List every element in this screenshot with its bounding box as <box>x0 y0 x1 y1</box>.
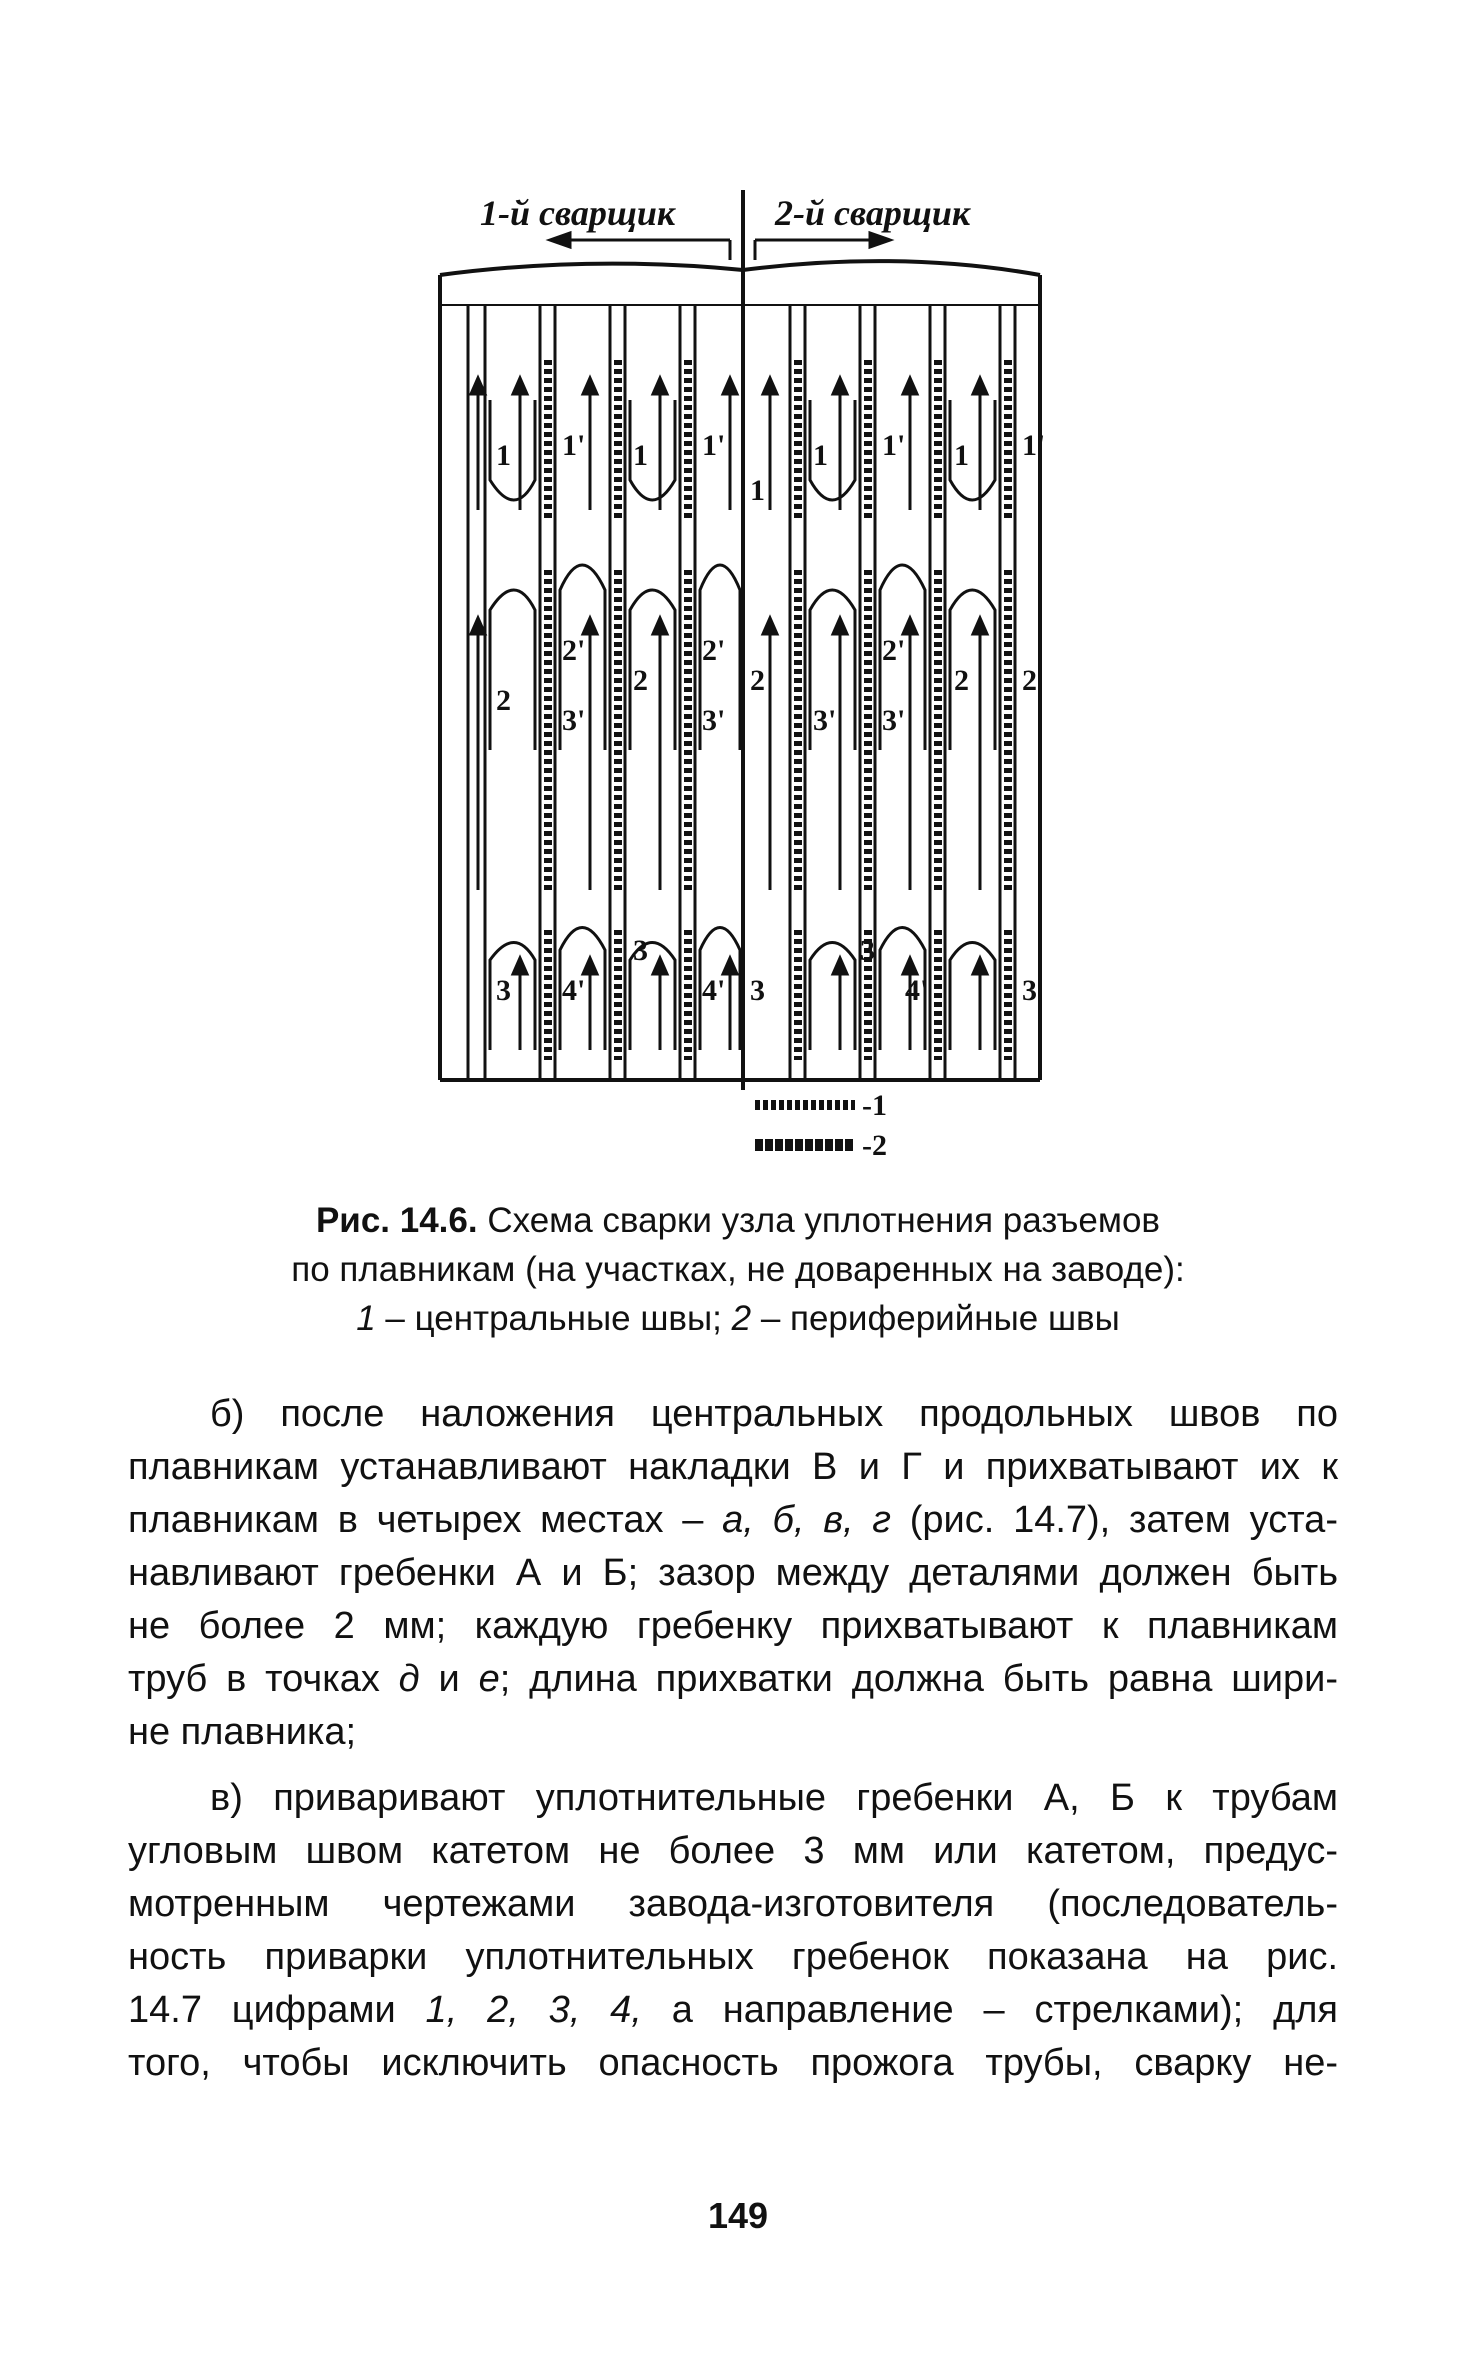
caption-line-3: 1 – центральные швы; 2 – периферийные швы <box>356 1299 1120 1338</box>
legend-label-2: -2 <box>862 1129 887 1160</box>
legend-label-1: -1 <box>862 1089 887 1122</box>
weld-seams <box>548 360 1008 1060</box>
para-b-line-4: навливают гребенки А и Б; зазор между деталями должен быть <box>128 1552 1338 1594</box>
svg-text:1': 1' <box>562 429 586 462</box>
para-b-line-7: не плавника; <box>128 1711 357 1753</box>
svg-text:2: 2 <box>496 684 511 717</box>
svg-text:2: 2 <box>1022 664 1037 697</box>
para-v-line-2: угловым швом катетом не более 3 мм или катетом, предус- <box>128 1830 1338 1872</box>
para-v-line-4: ность приварки уплотнительных гребенок показана на рис. <box>128 1936 1338 1978</box>
row3-labels <box>496 934 1037 1007</box>
caption-line-1: Схема сварки узла уплотнения разъемов <box>487 1201 1161 1240</box>
svg-text:2': 2' <box>702 634 726 667</box>
svg-text:3: 3 <box>633 934 648 967</box>
para-b-line-2: плавникам устанавливают накладки В и Г и прихватывают их к <box>128 1446 1338 1488</box>
para-v-line-5: 14.7 цифрами 1, 2, 3, 4, а направление – стрелками); для <box>128 1989 1338 2031</box>
para-v-line-6: того, чтобы исключить опасность прожога трубы, сварку не- <box>128 2042 1338 2084</box>
welder-2-label: 2-й сварщик <box>775 193 971 233</box>
para-v-line-3: мотренным чертежами завода-изготовителя (последователь- <box>128 1883 1338 1925</box>
svg-text:4': 4' <box>562 974 586 1007</box>
svg-text:3: 3 <box>750 974 765 1007</box>
svg-text:2: 2 <box>954 664 969 697</box>
svg-text:4': 4' <box>702 974 726 1007</box>
svg-text:4': 4' <box>905 974 929 1007</box>
svg-text:3': 3' <box>562 704 586 737</box>
svg-text:3': 3' <box>882 704 906 737</box>
svg-text:3': 3' <box>813 704 837 737</box>
paragraph-v <box>128 1772 1338 2090</box>
svg-text:3': 3' <box>702 704 726 737</box>
svg-text:1: 1 <box>496 439 511 472</box>
svg-text:2: 2 <box>750 664 765 697</box>
svg-text:3: 3 <box>860 934 875 967</box>
figure-number: Рис. 14.6. <box>315 1201 478 1240</box>
direction-arrows <box>550 233 890 260</box>
svg-text:1': 1' <box>702 429 726 462</box>
svg-text:1: 1 <box>633 439 648 472</box>
svg-text:2: 2 <box>633 664 648 697</box>
para-b-line-5: не более 2 мм; каждую гребенку прихватывают к плавникам <box>128 1605 1338 1647</box>
welder-1-label: 1-й сварщик <box>480 193 676 233</box>
svg-text:1: 1 <box>954 439 969 472</box>
svg-text:1': 1' <box>1022 429 1046 462</box>
para-v-line-1: в) приваривают уплотнительные гребенки А, Б к трубам <box>210 1777 1338 1819</box>
svg-text:1: 1 <box>750 474 765 507</box>
svg-text:2': 2' <box>562 634 586 667</box>
row2-labels <box>496 634 1037 737</box>
caption-line-2: по плавникам (на участках, не доваренных на заводе): <box>291 1250 1185 1289</box>
para-b-line-3: плавникам в четырех местах – а, б, в, г (рис. 14.7), затем уста- <box>128 1499 1338 1541</box>
paragraph-b <box>128 1388 1338 1759</box>
svg-text:1: 1 <box>813 439 828 472</box>
svg-text:3: 3 <box>496 974 511 1007</box>
para-b-line-6: труб в точках д и е; длина прихватки должна быть равна шири- <box>128 1658 1338 1700</box>
welding-scheme-figure <box>430 190 1070 1160</box>
page-number: 149 <box>707 2195 769 2236</box>
figure-legend <box>755 1089 887 1160</box>
svg-text:1': 1' <box>882 429 906 462</box>
para-b-line-1: б) после наложения центральных продольных швов по <box>210 1393 1338 1435</box>
svg-text:2': 2' <box>882 634 906 667</box>
figure-caption <box>200 1196 1276 1343</box>
svg-text:3: 3 <box>1022 974 1037 1007</box>
